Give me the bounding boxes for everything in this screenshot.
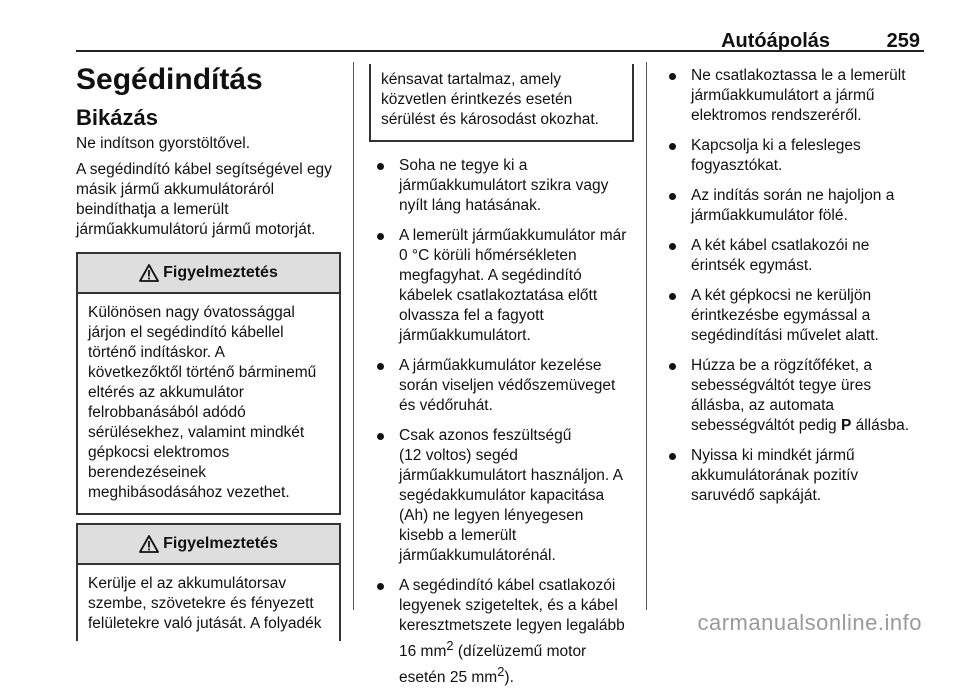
bullet-icon xyxy=(377,433,384,440)
bullet-icon xyxy=(377,583,384,590)
bullet-icon xyxy=(669,73,676,80)
column-divider xyxy=(353,62,354,610)
list-item: Kapcsolja ki a felesleges fogyasztókat. xyxy=(661,136,926,176)
warning-text: kénsavat tartalmaz, amely közvetlen érintkezés esetén sérülést és károsodást okozhat. xyxy=(381,71,599,128)
list-item: Az indítás során ne hajoljon a járműakkumulátor fölé. xyxy=(661,186,926,226)
column-divider xyxy=(646,62,647,610)
warning-triangle-icon xyxy=(139,264,159,282)
list-item: Húzza be a rögzítőféket, a sebességváltót tegye üres állásba, az automata sebességváltót pedig P állásba. xyxy=(661,356,926,436)
warning-header xyxy=(78,254,339,294)
warning-text: Kerülje el az akkumulátorsav szembe, szövetekre és fényezett felületekre való jutását. A folyadék xyxy=(88,575,322,632)
chapter-title: Segédindítás xyxy=(76,63,263,96)
list-item: A két gépkocsi ne kerüljön érintkezésbe egymással a segédindítási művelet alatt. xyxy=(661,286,926,346)
bullet-icon xyxy=(669,293,676,300)
gear-position-key: P xyxy=(840,417,852,434)
bullet-icon xyxy=(377,363,384,370)
right-column xyxy=(661,60,926,516)
bullet-list xyxy=(661,66,926,506)
list-item: A segédindító kábel csatlakozói legyenek szigeteltek, és a kábel keresztmetszete legyen legalább 16 $mm^2$ (dízelüzemű motor esetén 25 $mm^2$). xyxy=(369,576,634,688)
warning-box-continued xyxy=(369,64,634,142)
list-item: Soha ne tegye ki a járműakkumulátort szikra vagy nyílt láng hatásának. xyxy=(369,156,634,216)
bullet-icon xyxy=(377,233,384,240)
left-column xyxy=(76,60,341,641)
paragraph: Ne indítson gyorstöltővel. xyxy=(76,135,251,152)
paragraph: A segédindító kábel segítségével egy másik jármű akkumulátoráról beindíthatja a lemerült járműakkumulátorú jármű motorját. xyxy=(76,161,332,238)
list-item: Ne csatlakoztassa le a lemerült járműakkumulátort a jármű elektromos rendszeréről. xyxy=(661,66,926,126)
bullet-icon xyxy=(669,363,676,370)
list-item: A két kábel csatlakozói ne érintsék egymást. xyxy=(661,236,926,276)
watermark: carmanualsonline.info xyxy=(697,610,922,635)
middle-column xyxy=(369,64,634,698)
header-rule xyxy=(76,50,924,52)
list-item: A lemerült járműakkumulátor már 0 °C körüli hőmérsékleten megfagyhat. A segédindító kábelek csatlakoztatása előtt olvassza fel a fagyott járműakkumulátort. xyxy=(369,226,634,346)
bullet-icon xyxy=(669,193,676,200)
warning-box xyxy=(76,523,341,641)
bullet-icon xyxy=(669,143,676,150)
section-title: Bikázás xyxy=(76,105,158,130)
running-section-title: Autóápolás xyxy=(721,30,830,52)
warning-title: Figyelmeztetés xyxy=(163,264,278,281)
bullet-icon xyxy=(377,163,384,170)
warning-text: Különösen nagy óvatossággal járjon el segédindító kábellel történő indításkor. A következőktől történő bárminemű eltérés az akkumulátor felrobbanásából adódó sérülésekhez, valamint mindkét gépkocsi elektromos berendezéseinek meghibásodásához vezethet. xyxy=(88,304,317,501)
page-number: 259 xyxy=(886,30,920,52)
list-item: Csak azonos feszültségű (12 voltos) segéd járműakkumulátort használjon. A segédakkumulátor kapacitása (Ah) ne legyen lényegesen kisebb a lemerült járműakkumulátorénál. xyxy=(369,426,634,566)
warning-box xyxy=(76,252,341,515)
page-header xyxy=(76,24,920,52)
warning-header xyxy=(78,525,339,565)
bullet-icon xyxy=(669,453,676,460)
list-item: Nyissa ki mindkét jármű akkumulátorának pozitív saruvédő sapkáját. xyxy=(661,446,926,506)
bullet-list xyxy=(369,156,634,688)
bullet-icon xyxy=(669,243,676,250)
list-item: A járműakkumulátor kezelése során viseljen védőszemüveget és védőruhát. xyxy=(369,356,634,416)
warning-title: Figyelmeztetés xyxy=(163,535,278,552)
warning-triangle-icon xyxy=(139,535,159,553)
